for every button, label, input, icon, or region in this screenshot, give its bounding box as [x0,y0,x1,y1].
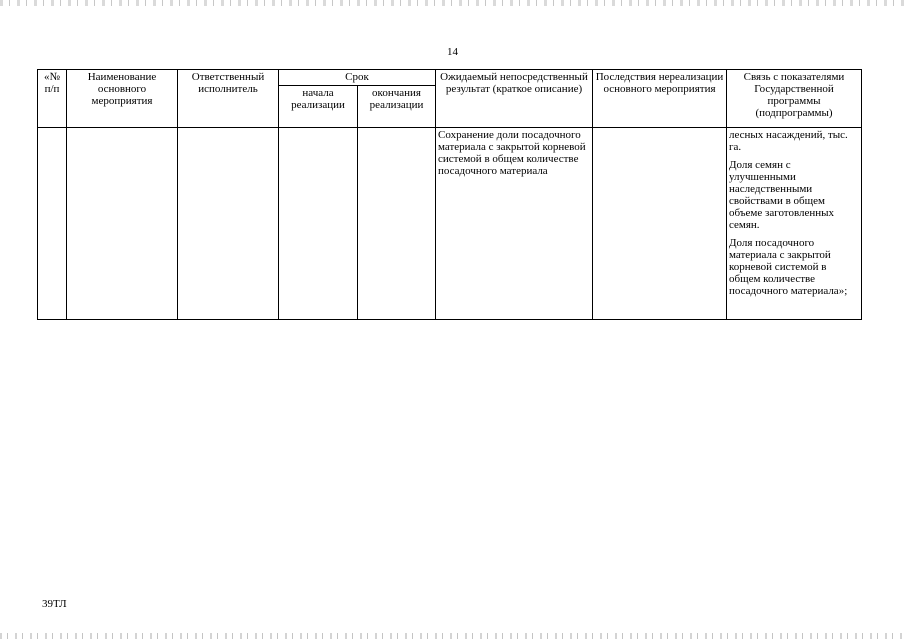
page-number: 14 [447,46,458,58]
header-link: Связь с показателями Государственной программы (подпрограммы) [727,70,862,128]
measures-table [37,69,862,320]
cell-name [67,128,178,320]
header-expected: Ожидаемый непосредственный результат (краткое описание) [436,70,593,128]
header-num: «№ п/п [38,70,67,128]
link-text-2: Доля семян с улучшенными наследственными свойствами в общем объеме заготовленных семян. [729,159,835,231]
table-row [38,128,862,320]
scan-noise-bottom [0,633,905,639]
cell-expected: Сохранение доли посадочного материала с закрытой корневой системой в общем количестве посадочного материала [436,128,593,320]
header-consequences: Последствия нереализации основного мероприятия [593,70,727,128]
cell-responsible [178,128,279,320]
cell-num [38,128,67,320]
header-row-1 [38,70,862,86]
header-term-start: начала реализации [279,86,358,128]
link-text-1: лесных насаждений, тыс. га. [729,129,848,153]
header-term: Срок [279,70,436,86]
footer-code: 39ТЛ [42,598,67,610]
header-term-end: окончания реализации [358,86,436,128]
cell-consequences [593,128,727,320]
header-name: Наименование основного мероприятия [67,70,178,128]
link-text-3: Доля посадочного материала с закрытой корневой системой в общем количестве посадочного материала»; [729,237,848,297]
cell-link [727,128,862,320]
cell-term-start [279,128,358,320]
header-responsible: Ответственный исполнитель [178,70,279,128]
scan-noise-top [0,0,905,6]
cell-term-end [358,128,436,320]
